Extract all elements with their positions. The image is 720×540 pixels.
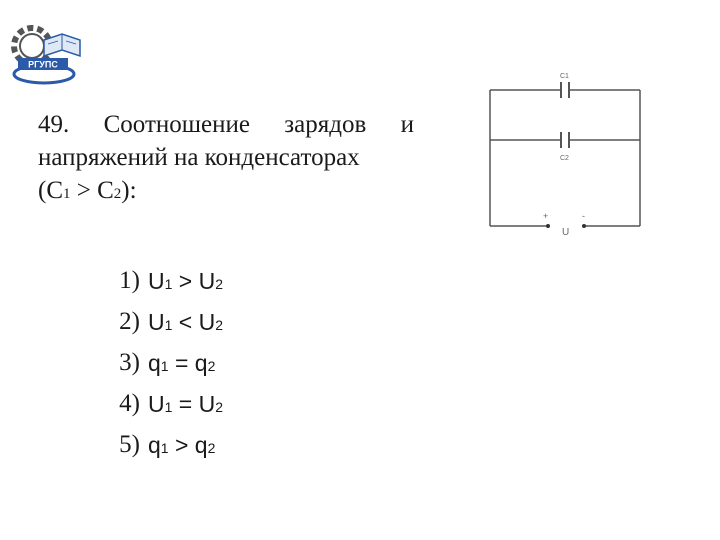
minus-label: -	[582, 211, 585, 221]
logo-text: РГУПС	[28, 59, 58, 70]
plus-label: +	[543, 211, 549, 221]
capacitor-c1	[561, 82, 569, 98]
answer-option-5[interactable]: 5) q1 > q2	[119, 431, 216, 458]
question-line-1: 49. Соотношение зарядов и	[38, 111, 414, 138]
question-number: 49.	[38, 111, 70, 138]
circuit-diagram	[484, 68, 654, 248]
capacitor-c2	[561, 132, 569, 148]
terminal-plus	[546, 224, 550, 228]
question-line-2: напряжений на конденсаторах	[38, 144, 360, 171]
question-condition: (C1 > C2):	[38, 177, 137, 204]
answer-option-4[interactable]: 4) U1 = U2	[119, 390, 224, 417]
question-text	[38, 108, 414, 211]
terminal-minus	[582, 224, 586, 228]
rgups-logo	[4, 22, 86, 88]
answer-option-3[interactable]: 3) q1 = q2	[119, 349, 216, 376]
voltage-label: U	[562, 227, 570, 238]
c2-label: C2	[560, 155, 569, 162]
answer-list	[100, 262, 223, 467]
c1-label: C1	[560, 73, 569, 80]
answer-option-1[interactable]: 1) U1 > U2	[119, 267, 224, 294]
answer-option-2[interactable]: 2) U1 < U2	[119, 308, 224, 335]
